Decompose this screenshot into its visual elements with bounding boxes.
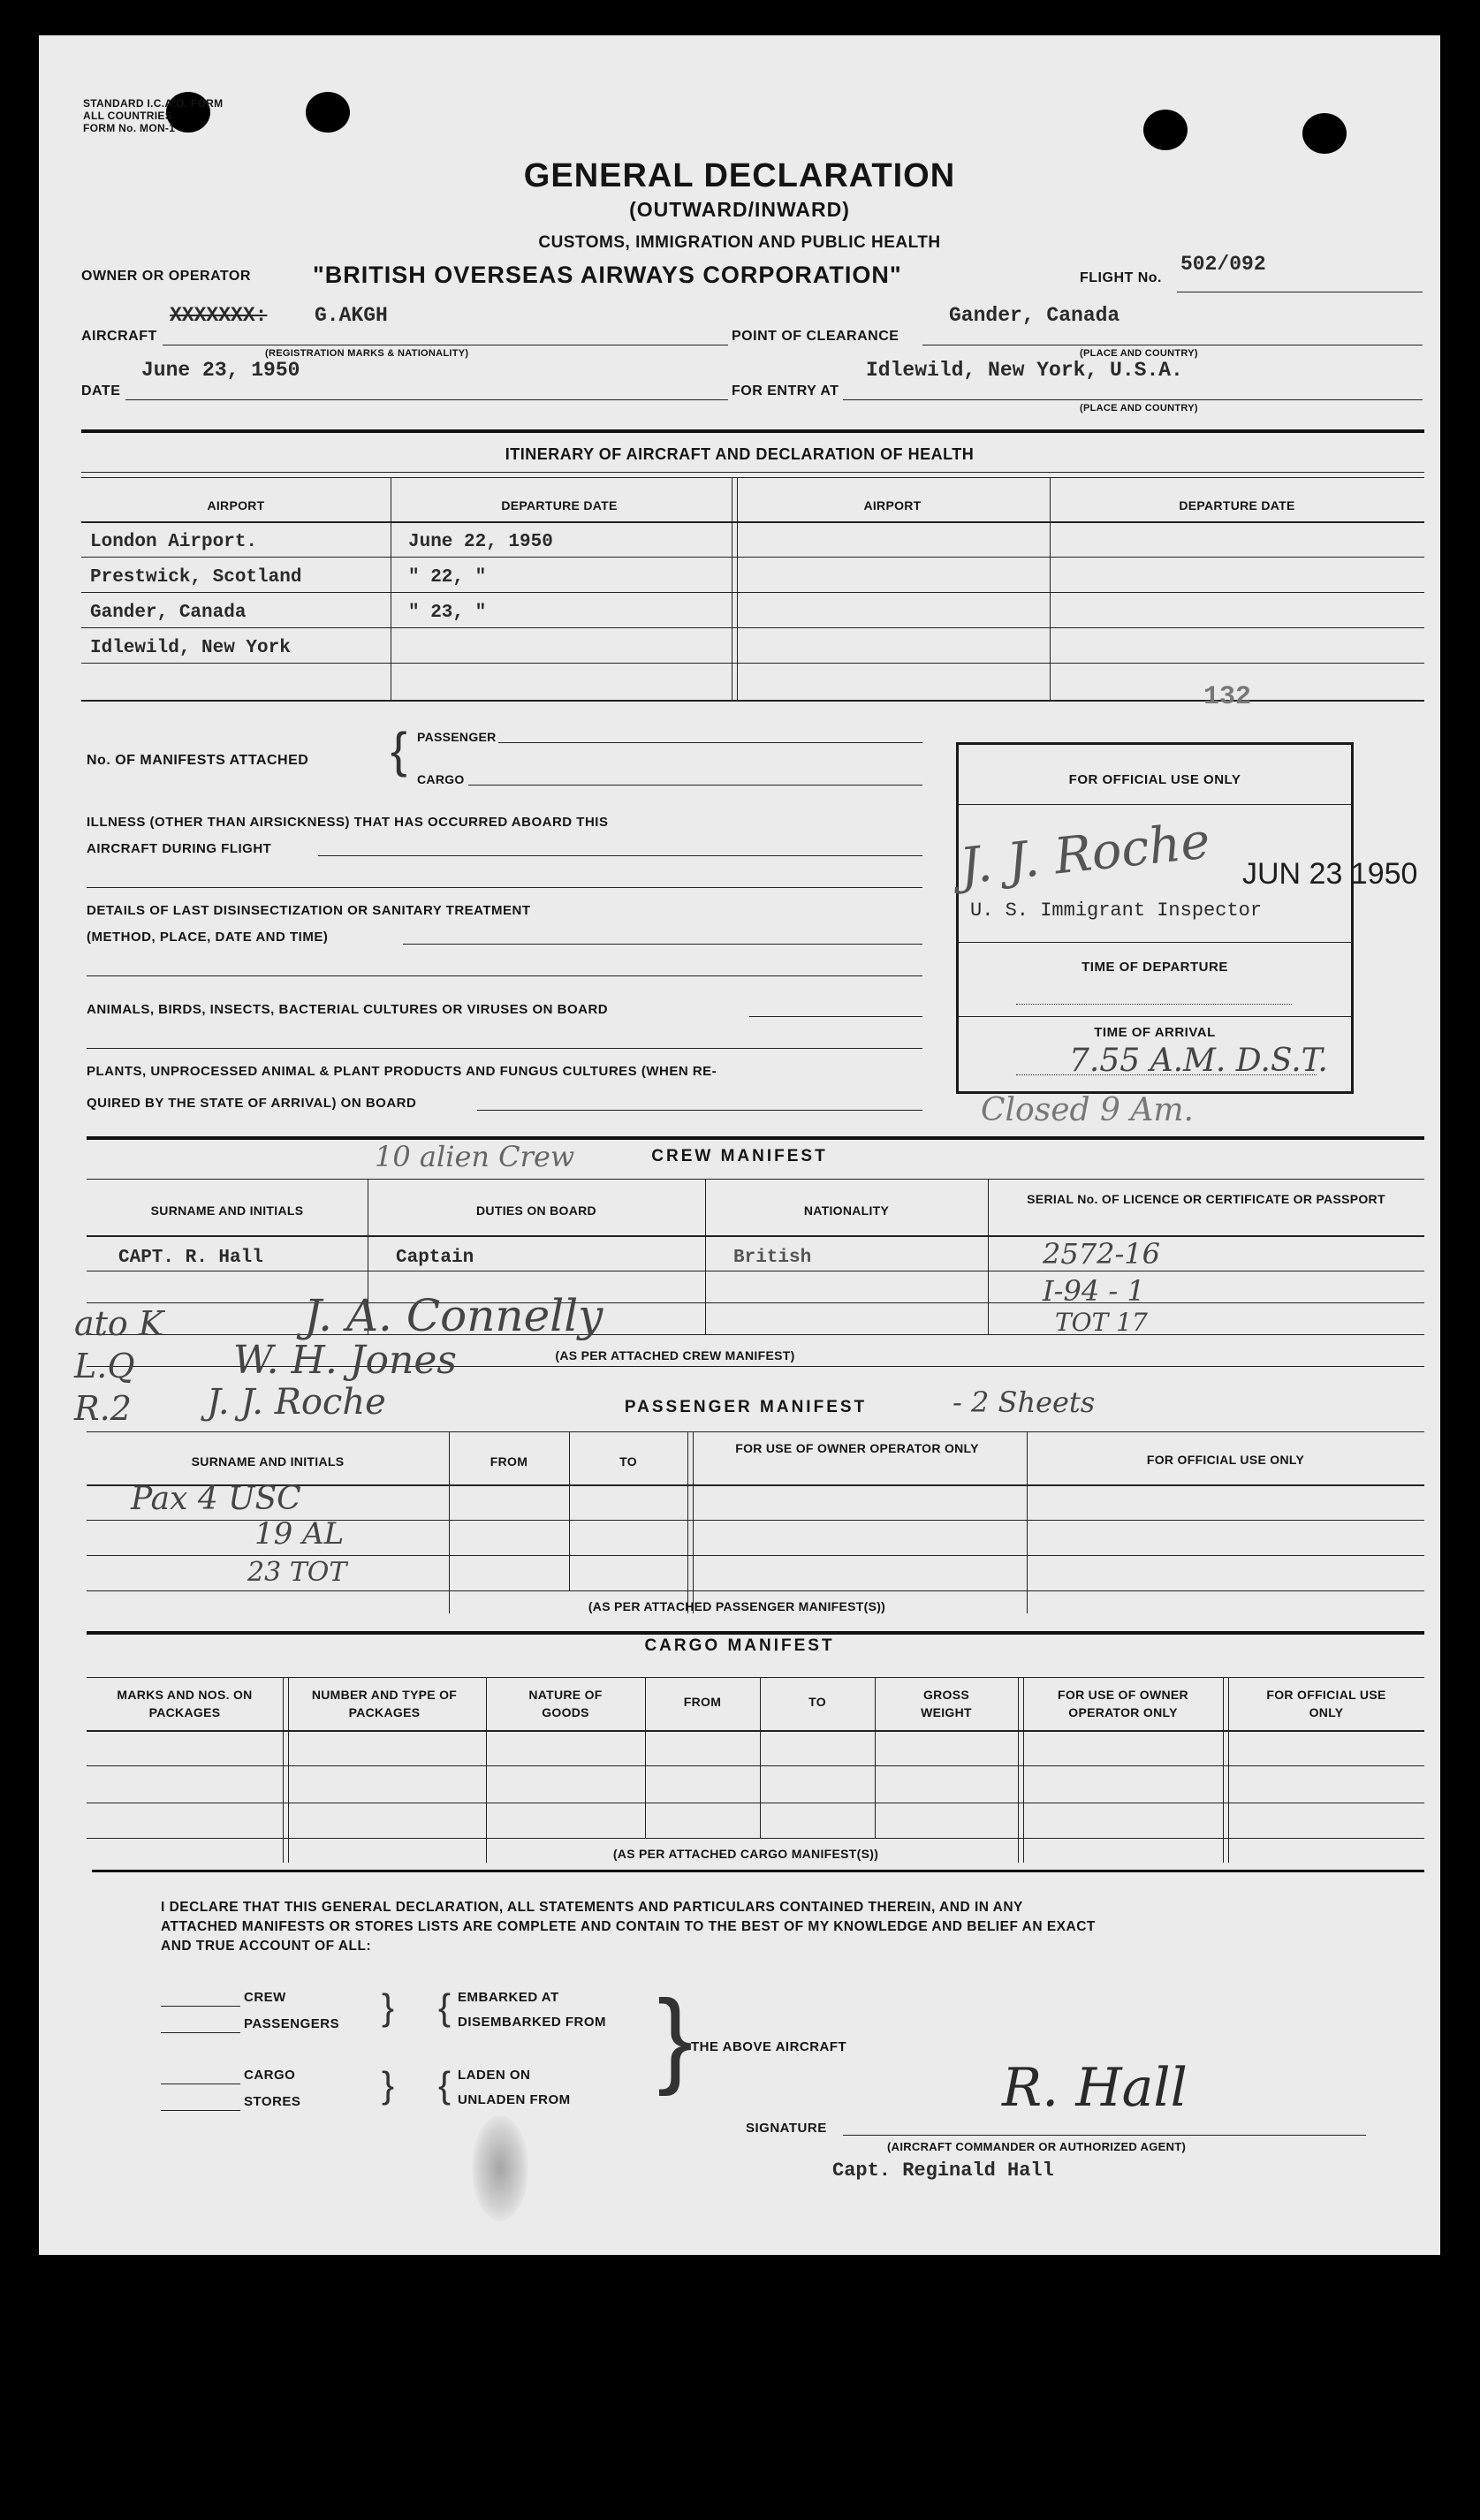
crew-title: CREW MANIFEST [651,1147,828,1165]
clearance-label: POINT OF CLEARANCE [732,329,899,344]
thumbprint-smudge [472,2115,528,2221]
itinerary-header-airport: AIRPORT [207,498,265,512]
date-value: June 23, 1950 [141,359,300,382]
cargo-header-nature [486,1686,645,1721]
declaration-disembarked: DISEMBARKED FROM [458,2015,606,2030]
brace-4: { [438,2064,452,2106]
crew-header-surname: SURNAME AND INITIALS [150,1203,304,1218]
flight-value: 502/092 [1180,253,1266,276]
form-standard-line: STANDARD I.C.A.O. FORM [83,97,224,110]
closed-note: Closed 9 Am. [981,1092,1194,1128]
declaration-laden: LADEN ON [458,2068,531,2083]
itinerary-airport-3: Gander, Canada [90,603,247,623]
passenger-header-owner [693,1440,1021,1456]
commander-signature: R. Hall [1002,2057,1188,2119]
owner-label: OWNER OR OPERATOR [81,269,251,284]
passenger-title: PASSENGER MANIFEST [624,1398,868,1416]
cargo-header-official-text: FOR OFFICIAL USE ONLY [1266,1688,1386,1719]
declaration-crew: CREW [244,1990,286,2005]
cargo-header-marks [87,1686,283,1721]
aircraft-label: AIRCRAFT [81,329,157,344]
crew-duty-1: Captain [396,1248,474,1268]
passenger-header-to: TO [619,1454,637,1469]
cargo-header-from: FROM [683,1695,722,1709]
crew-alien-note: 10 alien Crew [375,1140,575,1173]
passenger-note-3: 23 TOT [247,1557,347,1588]
punch-hole [1302,113,1347,154]
itinerary-airport-2: Prestwick, Scotland [90,567,302,588]
manifests-label: No. OF MANIFESTS ATTACHED [87,753,309,768]
declaration-stores: STORES [244,2094,301,2109]
form-subtitle: (OUTWARD/INWARD) [629,198,850,221]
crew-header-nationality: NATIONALITY [803,1203,890,1218]
declaration-passengers: PASSENGERS [244,2016,340,2031]
margin-signature-3: J. J. Roche [207,1382,386,1423]
brace-large: } [657,1978,694,2097]
margin-note-2: L.Q [74,1347,135,1385]
margin-note-1: ato K [74,1304,164,1343]
passenger-footer: (AS PER ATTACHED PASSENGER MANIFEST(S)) [588,1599,886,1613]
cargo-label: CARGO [417,772,465,786]
brace-1: } [382,1986,395,2028]
cargo-header-number-text: NUMBER AND TYPE OF PACKAGES [311,1688,458,1719]
place-label-entry: (PLACE AND COUNTRY) [1080,403,1198,414]
cargo-header-marks-text: MARKS AND NOS. ON PACKAGES [117,1688,253,1719]
margin-signature-2: W. H. Jones [233,1338,457,1383]
crew-serial-1: 2572-16 [1043,1237,1160,1271]
inspector-stamp-title: U. S. Immigrant Inspector [970,899,1263,922]
cargo-title: CARGO MANIFEST [644,1636,835,1655]
form-standard-line: ALL COUNTRIES [83,110,173,122]
aircraft-sublabel: (REGISTRATION MARKS & NATIONALITY) [265,348,469,359]
itinerary-date-2: " 22, " [408,567,487,588]
passenger-label: PASSENGER [417,730,497,744]
cargo-header-to: TO [808,1695,826,1709]
cargo-header-weight [875,1686,1018,1721]
signer-name: Capt. Reginald Hall [832,2159,1054,2182]
cargo-header-weight-text: GROSS WEIGHT [921,1688,972,1719]
disinsect-label-1: DETAILS OF LAST DISINSECTIZATION OR SANITARY TREATMENT [87,903,531,918]
passenger-header-official: FOR OFFICIAL USE ONLY [1146,1453,1305,1467]
crew-nationality-1: British [733,1248,812,1268]
cargo-header-nature-text: NATURE OF GOODS [528,1688,603,1719]
inspector-stamp-date: JUN 23 1950 [1242,857,1418,891]
itinerary-header-departure-2: DEPARTURE DATE [1179,498,1295,512]
cargo-footer: (AS PER ATTACHED CARGO MANIFEST(S)) [612,1847,879,1861]
declaration-text-2: ATTACHED MANIFESTS OR STORES LISTS ARE COMPLETE AND CONTAIN TO THE BEST OF MY KNOWLEDGE AND BELIEF AN EXACT [161,1919,1096,1934]
brace-2: { [438,1986,452,2028]
illness-label-2: AIRCRAFT DURING FLIGHT [87,841,272,856]
crew-serial-note-2: TOT 17 [1055,1308,1148,1337]
crew-header-serial-text: SERIAL No. OF LICENCE OR CERTIFICATE OR PASSPORT [1027,1192,1385,1206]
cargo-header-owner-text: FOR USE OF OWNER OPERATOR ONLY [1058,1688,1188,1719]
arrival-time-label: TIME OF ARRIVAL [1094,1025,1216,1040]
brace-3: } [382,2064,395,2106]
manifests-brace: { [391,722,407,778]
cargo-header-official [1228,1686,1424,1721]
passenger-header-from: FROM [490,1454,528,1469]
departure-time-label: TIME OF DEPARTURE [1082,960,1228,975]
aircraft-value: G.AKGH [315,304,388,327]
itinerary-airport-4: Idlewild, New York [90,638,291,658]
declaration-embarked: EMBARKED AT [458,1990,559,2005]
itinerary-title: ITINERARY OF AIRCRAFT AND DECLARATION OF HEALTH [505,445,975,463]
declaration-text-1: I DECLARE THAT THIS GENERAL DECLARATION, ALL STATEMENTS AND PARTICULARS CONTAINED THEREIN, AND IN ANY [161,1900,1023,1915]
cargo-header-owner [1023,1686,1223,1721]
margin-signature-1: J. A. Connelly [304,1290,603,1341]
plants-label-2: QUIRED BY THE STATE OF ARRIVAL) ON BOARD [87,1096,417,1111]
punch-hole [306,92,350,133]
passenger-note-1: Pax 4 USC [131,1481,301,1517]
itinerary-airport-1: London Airport. [90,532,258,552]
general-declaration-document [39,35,1440,2255]
disinsect-label-2: (METHOD, PLACE, DATE AND TIME) [87,930,329,945]
entry-label: FOR ENTRY AT [732,383,839,398]
declaration-cargo: CARGO [244,2068,296,2083]
animals-label: ANIMALS, BIRDS, INSECTS, BACTERIAL CULTURES OR VIRUSES ON BOARD [87,1002,609,1017]
form-agencies: CUSTOMS, IMMIGRATION AND PUBLIC HEALTH [538,233,941,252]
arrival-time-value: 7.55 A.M. D.S.T. [1069,1043,1328,1079]
owner-value: "BRITISH OVERSEAS AIRWAYS CORPORATION" [313,262,902,288]
clearance-value: Gander, Canada [949,304,1120,327]
illness-label-1: ILLNESS (OTHER THAN AIRSICKNESS) THAT HAS OCCURRED ABOARD THIS [87,815,609,830]
cargo-header-number [288,1686,481,1721]
itinerary-header-airport-2: AIRPORT [863,498,922,512]
declaration-text-3: AND TRUE ACCOUNT OF ALL: [161,1939,372,1954]
crew-footer: (AS PER ATTACHED CREW MANIFEST) [555,1348,795,1362]
declaration-above-aircraft: THE ABOVE AIRCRAFT [691,2039,847,2054]
itinerary-date-3: " 23, " [408,603,487,623]
itinerary-date-1: June 22, 1950 [408,532,553,552]
aircraft-struck-value: XXXXXXX: [170,304,268,327]
crew-serial-note-1: I-94 - 1 [1043,1274,1145,1308]
plants-label-1: PLANTS, UNPROCESSED ANIMAL & PLANT PRODUCTS AND FUNGUS CULTURES (WHEN RE- [87,1064,717,1079]
passenger-header-surname: SURNAME AND INITIALS [191,1454,345,1469]
date-label: DATE [81,383,121,398]
place-label-clearance: (PLACE AND COUNTRY) [1080,348,1198,359]
official-use-title: FOR OFFICIAL USE ONLY [1068,772,1241,787]
itinerary-header-departure: DEPARTURE DATE [501,498,618,512]
itinerary-stamp-number: 132 [1203,682,1252,712]
signature-label: SIGNATURE [746,2121,827,2136]
entry-value: Idlewild, New York, U.S.A. [866,359,1183,382]
passenger-header-owner-text: FOR USE OF OWNER OPERATOR ONLY [735,1441,979,1455]
inspector-signature: J. J. Roche [957,812,1213,896]
passenger-note-2: 19 AL [254,1516,345,1552]
punch-hole [1143,110,1188,150]
margin-note-3: R.2 [74,1389,132,1428]
crew-header-serial [988,1191,1424,1207]
crew-name-1: CAPT. R. Hall [118,1248,263,1268]
declaration-unladen: UNLADEN FROM [458,2092,571,2107]
crew-header-duties: DUTIES ON BOARD [476,1203,596,1218]
passenger-sheets-note: - 2 Sheets [953,1385,1096,1419]
form-title: GENERAL DECLARATION [523,157,956,194]
signature-sublabel: (AIRCRAFT COMMANDER OR AUTHORIZED AGENT) [887,2140,1187,2153]
form-standard-line: FORM No. MON-1 [83,122,176,134]
flight-label: FLIGHT No. [1080,270,1162,285]
